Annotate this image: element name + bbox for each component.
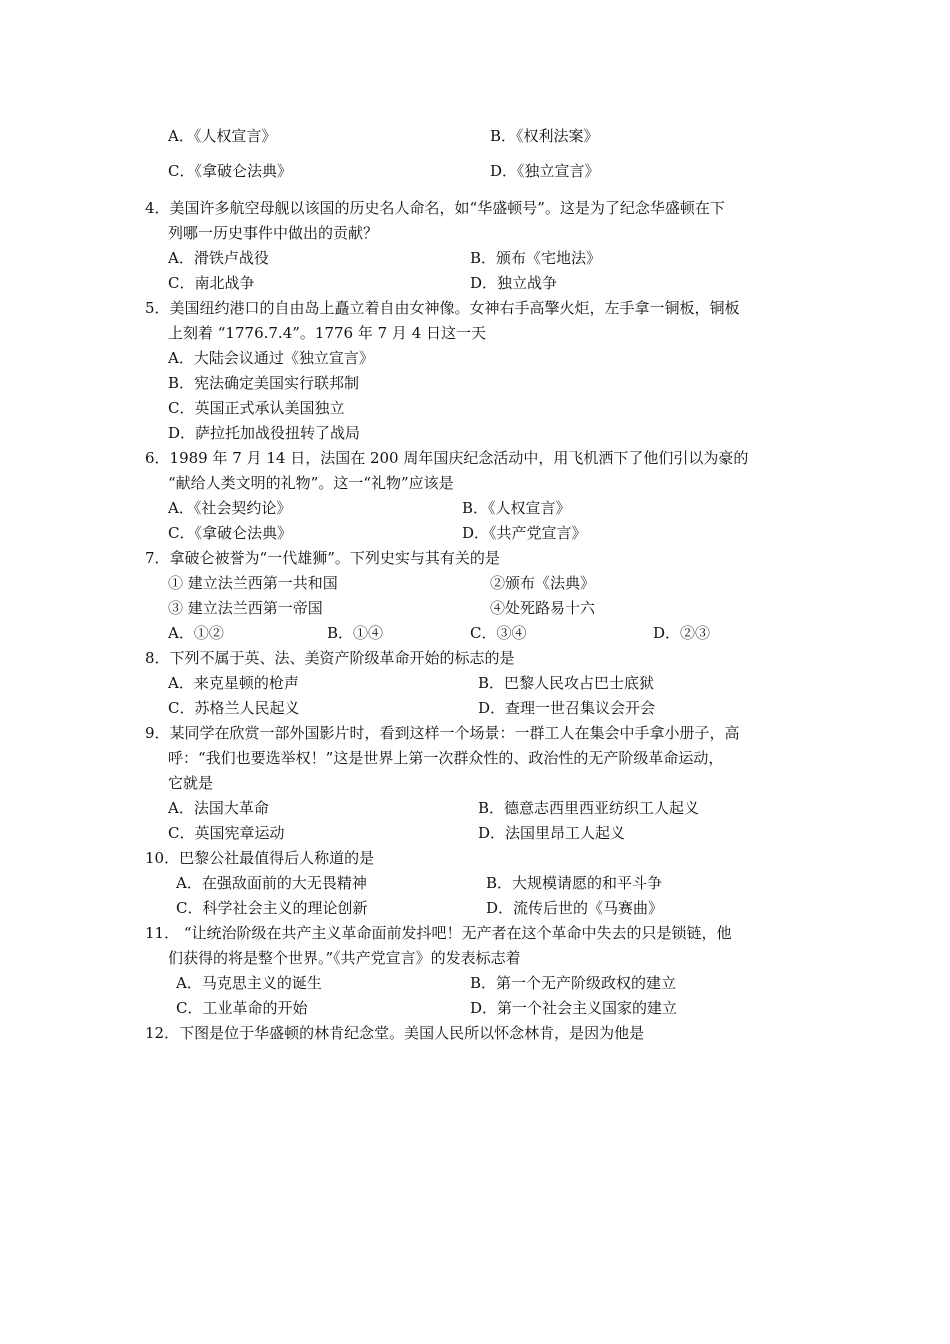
q3-option-a: A．《人权宣言》 xyxy=(168,127,277,145)
q5-option-c: C．英国正式承认美国独立 xyxy=(168,399,345,417)
q8-option-d: D．查理一世召集议会开会 xyxy=(478,699,656,717)
q11-option-c: C．工业革命的开始 xyxy=(176,999,308,1017)
q6-option-a: A．《社会契约论》 xyxy=(168,499,292,517)
q12-stem: 12．下图是位于华盛顿的林肯纪念堂。美国人民所以怀念林肯，是因为他是 xyxy=(145,1024,645,1042)
q7-item-3: ③ 建立法兰西第一帝国 xyxy=(168,599,323,617)
q4-stem-line-2: 列哪一历史事件中做出的贡献？ xyxy=(168,224,379,242)
q7-item-4: ④处死路易十六 xyxy=(490,599,596,617)
q9-stem-line-2: 呼：“我们也要选举权！”这是世界上第一次群众性的、政治性的无产阶级革命运动， xyxy=(168,749,724,767)
q10-option-a: A．在强敌面前的大无畏精神 xyxy=(176,874,367,892)
q9-option-d: D．法国里昂工人起义 xyxy=(478,824,626,842)
q4-option-c: C．南北战争 xyxy=(168,274,255,292)
q10-stem: 10．巴黎公社最值得后人称道的是 xyxy=(145,849,375,867)
q7-option-a: A．①② xyxy=(168,624,224,642)
q7-option-d: D．②③ xyxy=(653,624,711,642)
q9-option-a: A．法国大革命 xyxy=(168,799,269,817)
q8-option-a: A．来克星顿的枪声 xyxy=(168,674,299,692)
q9-stem-line-3: 它就是 xyxy=(168,774,214,792)
q6-stem-line-1: 6．1989 年 7 月 14 日，法国在 200 周年国庆纪念活动中，用飞机洒下了他们引以为豪的 xyxy=(145,449,749,467)
q10-option-c: C．科学社会主义的理论创新 xyxy=(176,899,368,917)
q7-item-1: ① 建立法兰西第一共和国 xyxy=(168,574,338,592)
q10-option-b: B．大规模请愿的和平斗争 xyxy=(486,874,663,892)
q8-stem: 8．下列不属于英、法、美资产阶级革命开始的标志的是 xyxy=(145,649,515,667)
q5-option-a: A．大陆会议通过《独立宣言》 xyxy=(168,349,374,367)
q11-option-d: D．第一个社会主义国家的建立 xyxy=(470,999,678,1017)
q4-option-d: D．独立战争 xyxy=(470,274,558,292)
q6-option-c: C．《拿破仑法典》 xyxy=(168,524,292,542)
q11-stem-line-1: 11． “让统治阶级在共产主义革命面前发抖吧！无产者在这个革命中失去的只是锁链，他 xyxy=(145,924,732,942)
q6-option-d: D．《共产党宣言》 xyxy=(462,524,587,542)
q9-option-c: C．英国宪章运动 xyxy=(168,824,285,842)
q7-option-b: B．①④ xyxy=(327,624,384,642)
q5-stem-line-1: 5．美国纽约港口的自由岛上矗立着自由女神像。女神右手高擎火炬，左手拿一铜板，铜板 xyxy=(145,299,740,317)
q3-option-c: C．《拿破仑法典》 xyxy=(168,162,292,180)
q7-option-c: C．③④ xyxy=(470,624,527,642)
q4-option-a: A．滑铁卢战役 xyxy=(168,249,269,267)
q7-item-2: ②颁布《法典》 xyxy=(490,574,596,592)
q8-option-c: C．苏格兰人民起义 xyxy=(168,699,300,717)
q5-option-d: D．萨拉托加战役扭转了战局 xyxy=(168,424,361,442)
q11-option-a: A．马克思主义的诞生 xyxy=(176,974,322,992)
q7-stem: 7．拿破仑被誉为“一代雄狮”。下列史实与其有关的是 xyxy=(145,549,500,567)
q11-stem-line-2: 们获得的将是整个世界。”《共产党宣言》的发表标志着 xyxy=(168,949,521,967)
q3-option-b: B．《权利法案》 xyxy=(490,127,599,145)
q5-option-b: B．宪法确定美国实行联邦制 xyxy=(168,374,360,392)
q6-stem-line-2: “献给人类文明的礼物”。这一“礼物”应该是 xyxy=(168,474,454,492)
q9-option-b: B．德意志西里西亚纺织工人起义 xyxy=(478,799,700,817)
q3-option-d: D．《独立宣言》 xyxy=(490,162,600,180)
q9-stem-line-1: 9．某同学在欣赏一部外国影片时，看到这样一个场景：一群工人在集会中手拿小册子，高 xyxy=(145,724,740,742)
q4-stem-line-1: 4．美国许多航空母舰以该国的历史名人命名，如“华盛顿号”。这是为了纪念华盛顿在下 xyxy=(145,199,725,217)
q6-option-b: B．《人权宣言》 xyxy=(462,499,571,517)
q10-option-d: D．流传后世的《马赛曲》 xyxy=(486,899,664,917)
q5-stem-line-2: 上刻着 “1776.7.4”。1776 年 7 月 4 日这一天 xyxy=(168,324,487,342)
q8-option-b: B．巴黎人民攻占巴士底狱 xyxy=(478,674,655,692)
q11-option-b: B．第一个无产阶级政权的建立 xyxy=(470,974,677,992)
q4-option-b: B．颁布《宅地法》 xyxy=(470,249,602,267)
